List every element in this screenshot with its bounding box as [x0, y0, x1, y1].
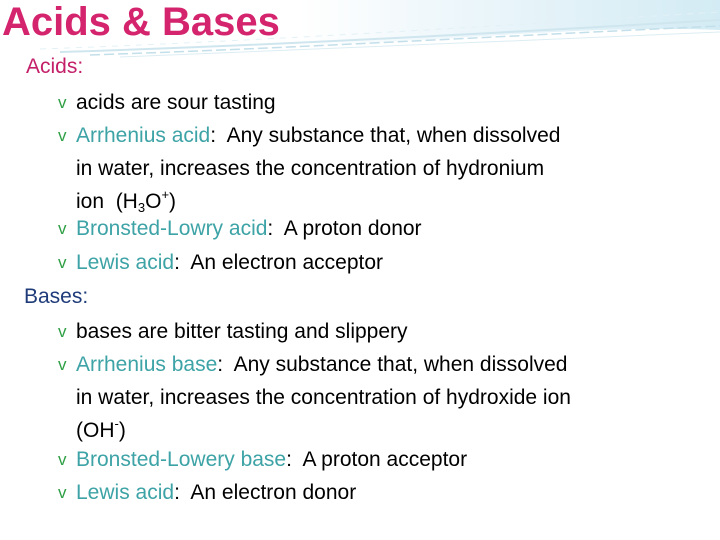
- acids-section-label: Acids:: [26, 55, 84, 78]
- slide-title: Acids & Bases: [2, 0, 280, 44]
- definition: A proton donor: [273, 217, 422, 240]
- base-item-bitter: [58, 315, 708, 348]
- term-lewis-acid: Lewis acid: [76, 251, 175, 274]
- acid-item-arrhenius: [58, 119, 708, 218]
- checkmark-bullet-icon: v: [58, 93, 67, 112]
- acid-item-bronsted: [58, 212, 708, 245]
- checkmark-bullet-icon: v: [58, 355, 67, 374]
- item-text: acids are sour tasting: [76, 91, 276, 114]
- definition-line-1: Any substance that, when dissolved: [216, 124, 561, 147]
- term-arrhenius-base: Arrhenius base: [76, 353, 218, 376]
- term-lewis-acid-base: Lewis acid: [76, 481, 175, 504]
- formula-prefix: (OH: [76, 419, 115, 442]
- term-separator: :: [210, 124, 217, 147]
- checkmark-bullet-icon: v: [58, 450, 67, 469]
- term-separator: :: [217, 353, 224, 376]
- formula-charge: +: [161, 187, 170, 202]
- base-item-arrhenius: [58, 348, 708, 447]
- checkmark-bullet-icon: v: [58, 253, 67, 272]
- base-item-lewis: [58, 476, 708, 509]
- formula-prefix: ion (H: [76, 190, 138, 213]
- checkmark-bullet-icon: v: [58, 483, 67, 502]
- bases-section-label: Bases:: [24, 285, 89, 308]
- base-item-bronsted: [58, 443, 708, 476]
- term-arrhenius-acid: Arrhenius acid: [76, 124, 211, 147]
- acid-item-sour: [58, 86, 708, 119]
- formula-oxygen: O: [145, 190, 162, 213]
- definition: An electron acceptor: [179, 251, 384, 274]
- term-separator: :: [174, 481, 180, 504]
- term-separator: :: [174, 251, 180, 274]
- definition: An electron donor: [179, 481, 357, 504]
- term-bronsted-lowery-base: Bronsted-Lowery base: [76, 448, 287, 471]
- definition-line-2: in water, increases the concentration of hydronium: [76, 157, 545, 180]
- formula-charge: -: [114, 416, 119, 431]
- term-separator: :: [267, 217, 274, 240]
- checkmark-bullet-icon: v: [58, 322, 67, 341]
- item-text: bases are bitter tasting and slippery: [76, 320, 408, 343]
- definition: A proton acceptor: [291, 448, 468, 471]
- term-bronsted-lowry-acid: Bronsted-Lowry acid: [76, 217, 268, 240]
- checkmark-bullet-icon: v: [58, 219, 67, 238]
- formula-subscript: 3: [137, 200, 146, 215]
- definition-line-1: Any substance that, when dissolved: [223, 353, 568, 376]
- checkmark-bullet-icon: v: [58, 126, 67, 145]
- acid-item-lewis: [58, 246, 708, 279]
- term-separator: :: [286, 448, 292, 471]
- definition-line-2: in water, increases the concentration of hydroxide ion: [76, 386, 571, 409]
- formula-suffix: ): [169, 190, 177, 213]
- formula-suffix: ): [118, 419, 126, 442]
